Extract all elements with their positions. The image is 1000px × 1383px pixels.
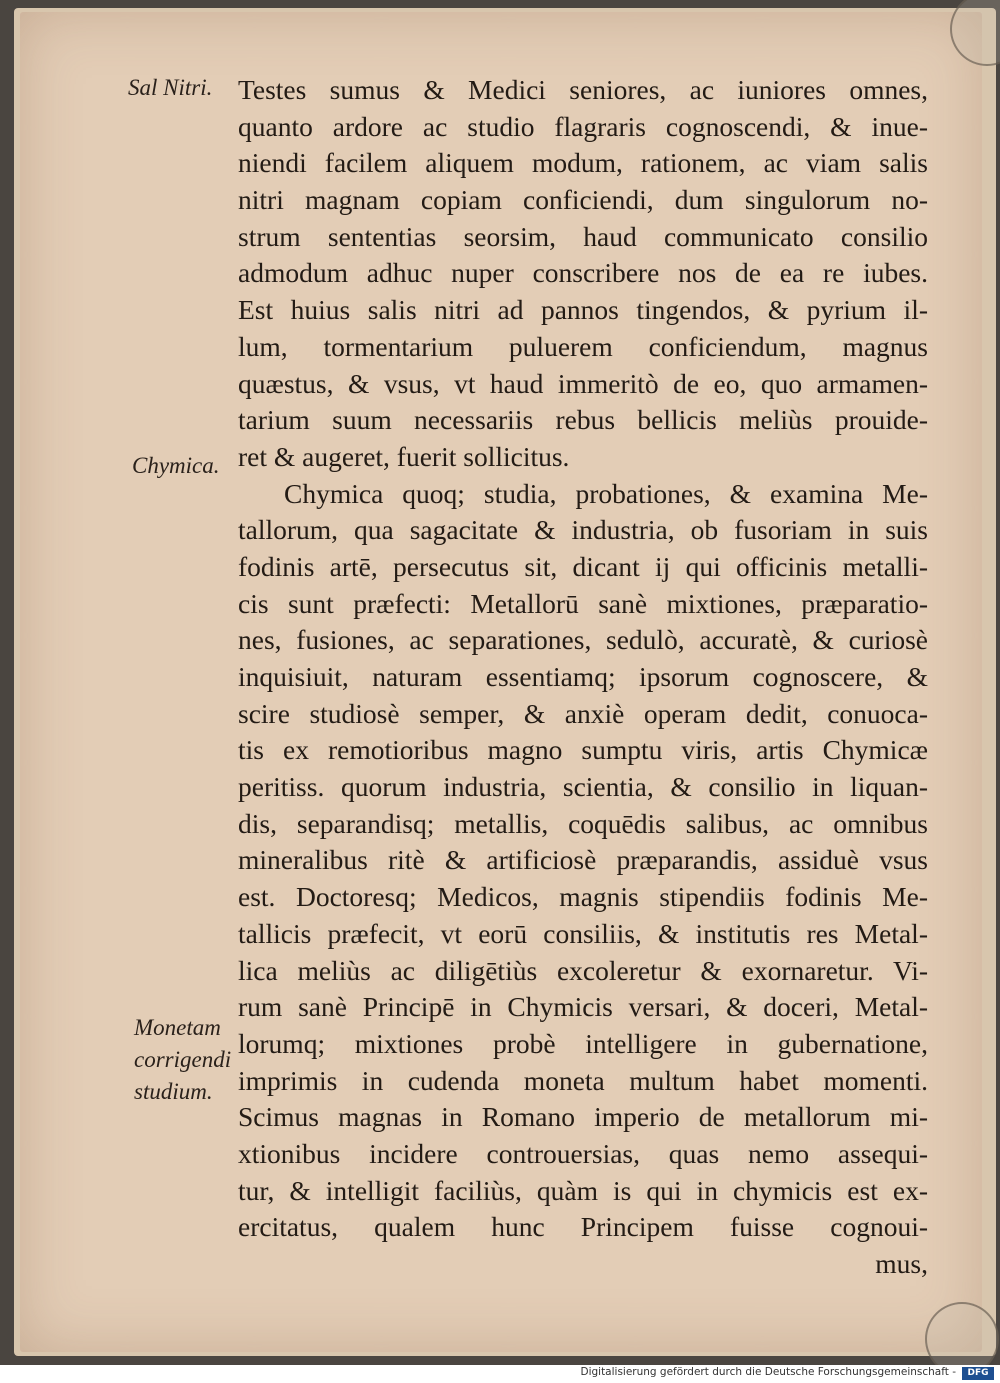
text-line-catchword: mus, [875, 1248, 928, 1279]
page-clip-top [950, 0, 1000, 66]
main-text-block [238, 72, 928, 1283]
text-line: tallorum, qua sagacitate & industria, ob fusoriam in suis [238, 514, 928, 546]
text-line: tis ex remotioribus magno sumptu viris, artis Chymicæ [238, 734, 928, 766]
text-line: nitri magnam copiam conficiendi, dum singulorum no- [238, 184, 928, 216]
text-line: lorumq; mixtiones probè intelligere in gubernatione, [238, 1027, 928, 1059]
text-line: ercitatus, qualem hunc Principem fuisse cognoui- [238, 1211, 928, 1243]
margin-note-monetam-line: studium. [134, 1079, 213, 1105]
digitization-note: Digitalisierung gefördert durch die Deutsche Forschungsgemeinschaft - [580, 1366, 956, 1378]
text-line: fodinis artē, persecutus sit, dicant ij qui officinis metalli- [238, 550, 928, 582]
text-line: inquisiuit, naturam essentiamq; ipsorum cognoscere, & [238, 661, 928, 692]
text-line: dis, separandisq; metallis, coquēdis salibus, ac omnibus [238, 807, 928, 839]
text-line: Est huius salis nitri ad pannos tingendos, & pyrium il- [238, 294, 928, 326]
margin-note-monetam [134, 1012, 231, 1109]
text-line: est. Doctoresq; Medicos, magnis stipendiis fodinis Me- [238, 881, 928, 913]
text-line: xtionibus incidere controuersias, quas nemo assequi- [238, 1137, 928, 1169]
margin-note-monetam-line: Monetam [134, 1015, 221, 1040]
dfg-logo: DFG [962, 1367, 994, 1380]
text-line: lica meliùs ac diligētiùs excoleretur & exornaretur. Vi- [238, 954, 928, 986]
text-line: rum sanè Principē in Chymicis versari, & doceri, Metal- [238, 991, 928, 1023]
text-line: ret & augeret, fuerit sollicitus. [238, 440, 570, 472]
text-line: strum sententias seorsim, haud communicato consilio [238, 220, 928, 252]
text-line: lum, tormentarium puluerem conficiendum, magnus [238, 330, 928, 362]
text-line: tallicis præfecit, vt eorū consiliis, & institutis res Metal- [238, 917, 928, 949]
text-line: Testes sumus & Medici seniores, ac iuniores omnes, [238, 74, 928, 105]
text-line: quæstus, & vsus, vt haud immeritò de eo, quo armamen- [238, 367, 928, 399]
text-line: Scimus magnas in Romano imperio de metallorum mi- [238, 1101, 928, 1133]
margin-note-monetam-line: corrigendi [134, 1047, 232, 1073]
text-line: Chymica quoq; studia, probationes, & examina Me- [284, 477, 928, 509]
text-line: nes, fusiones, ac separationes, sedulò, accuratè, & curiosè [238, 624, 928, 656]
text-line: imprimis in cudenda moneta multum habet momenti. [238, 1064, 928, 1096]
text-line: niendi facilem aliquem modum, rationem, ac viam salis [238, 147, 928, 179]
text-line: mineralibus ritè & artificiosè præparandis, assiduè vsus [238, 844, 928, 876]
text-line: admodum adhuc nuper conscribere nos de ea re iubes. [238, 257, 928, 289]
text-line: tur, & intelligit faciliùs, quàm is qui in chymicis est ex- [238, 1174, 928, 1206]
text-line: tarium suum necessariis rebus bellicis meliùs prouide- [238, 404, 928, 436]
text-line: peritiss. quorum industria, scientia, & consilio in liquan- [238, 771, 928, 803]
footer-bar [0, 1365, 1000, 1383]
margin-note-chymica: Chymica. [132, 453, 220, 478]
margin-note-sal-nitri: Sal Nitri. [128, 75, 213, 100]
text-line: scire studiosè semper, & anxiè operam dedit, conuoca- [238, 697, 928, 729]
text-line: quanto ardore ac studio flagraris cognoscendi, & inue- [238, 110, 928, 142]
text-line: cis sunt præfecti: Metallorū sanè mixtiones, præparatio- [238, 587, 928, 619]
